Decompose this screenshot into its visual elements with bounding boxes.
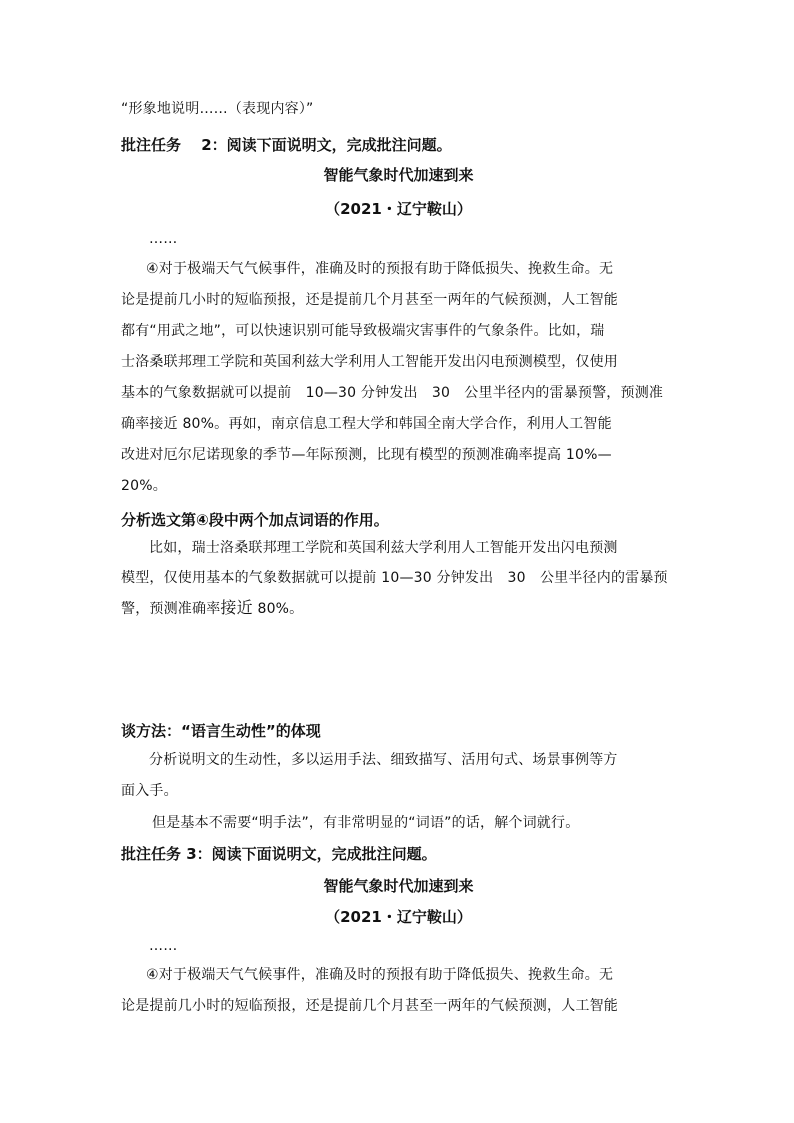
paragraph-line: 论是提前几小时的短临预报，还是提前几个月甚至一两年的气候预测，人工智能 <box>121 292 618 308</box>
paragraph-line: 20%。 <box>121 478 167 494</box>
method-line: 但是基本不需要“明手法”，有非常明显的“词语”的话，解个词就行。 <box>152 815 580 831</box>
paragraph-line: 论是提前几小时的短临预报，还是提前几个月甚至一两年的气候预测，人工智能 <box>121 998 618 1014</box>
article-title: 智能气象时代加速到来 <box>323 877 474 895</box>
excerpt-text: 警，预测准确率 <box>121 601 221 617</box>
method-line: 面入手。 <box>121 783 178 799</box>
ellipsis: …… <box>149 231 178 247</box>
paragraph-line: ④对于极端天气气候事件，准确及时的预报有助于降低损失、挽救生命。无 <box>146 967 614 983</box>
method-heading: 谈方法：“语言生动性”的体现 <box>121 722 321 740</box>
excerpt-line: 比如，瑞士洛桑联邦理工学院和英国利兹大学利用人工智能开发出闪电预测 <box>149 540 618 556</box>
excerpt-line: 模型，仅使用基本的气象数据就可以提前 10—30 分钟发出 30 公里半径内的雷暴预 <box>121 570 668 586</box>
paragraph-line: 都有“用武之地”，可以快速识别可能导致极端灾害事件的气象条件。比如，瑞 <box>121 323 605 339</box>
paragraph-line: 基本的气象数据就可以提前 10—30 分钟发出 30 公里半径内的雷暴预警，预测准 <box>121 385 664 401</box>
question: 分析选文第④段中两个加点词语的作用。 <box>121 511 389 529</box>
article-source: （2021・辽宁鞍山） <box>325 908 472 926</box>
paragraph-line: ④对于极端天气气候事件，准确及时的预报有助于降低损失、挽救生命。无 <box>146 261 614 277</box>
ellipsis: …… <box>149 938 178 954</box>
article-title: 智能气象时代加速到来 <box>323 166 474 184</box>
paragraph-line: 确率接近 80%。再如，南京信息工程大学和韩国全南大学合作，利用人工智能 <box>121 416 612 432</box>
intro-line: “形象地说明……（表现内容）” <box>121 101 314 117</box>
method-line: 分析说明文的生动性，多以运用手法、细致描写、活用句式、场景事例等方 <box>149 752 618 768</box>
paragraph-line: 士洛桑联邦理工学院和英国利兹大学利用人工智能开发出闪电预测模型，仅使用 <box>121 354 618 370</box>
paragraph-line: 改进对厄尔尼诺现象的季节—年际预测，比现有模型的预测准确率提高 10%— <box>121 447 612 463</box>
task-heading-3: 批注任务 3：阅读下面说明文，完成批注问题。 <box>121 845 437 863</box>
excerpt-line-last <box>121 598 676 619</box>
emphasized-word: 接近 <box>220 598 253 617</box>
task-heading-2: 批注任务 2：阅读下面说明文，完成批注问题。 <box>121 136 452 154</box>
excerpt-tail: 80%。 <box>252 601 304 617</box>
article-source: （2021・辽宁鞍山） <box>325 200 472 218</box>
